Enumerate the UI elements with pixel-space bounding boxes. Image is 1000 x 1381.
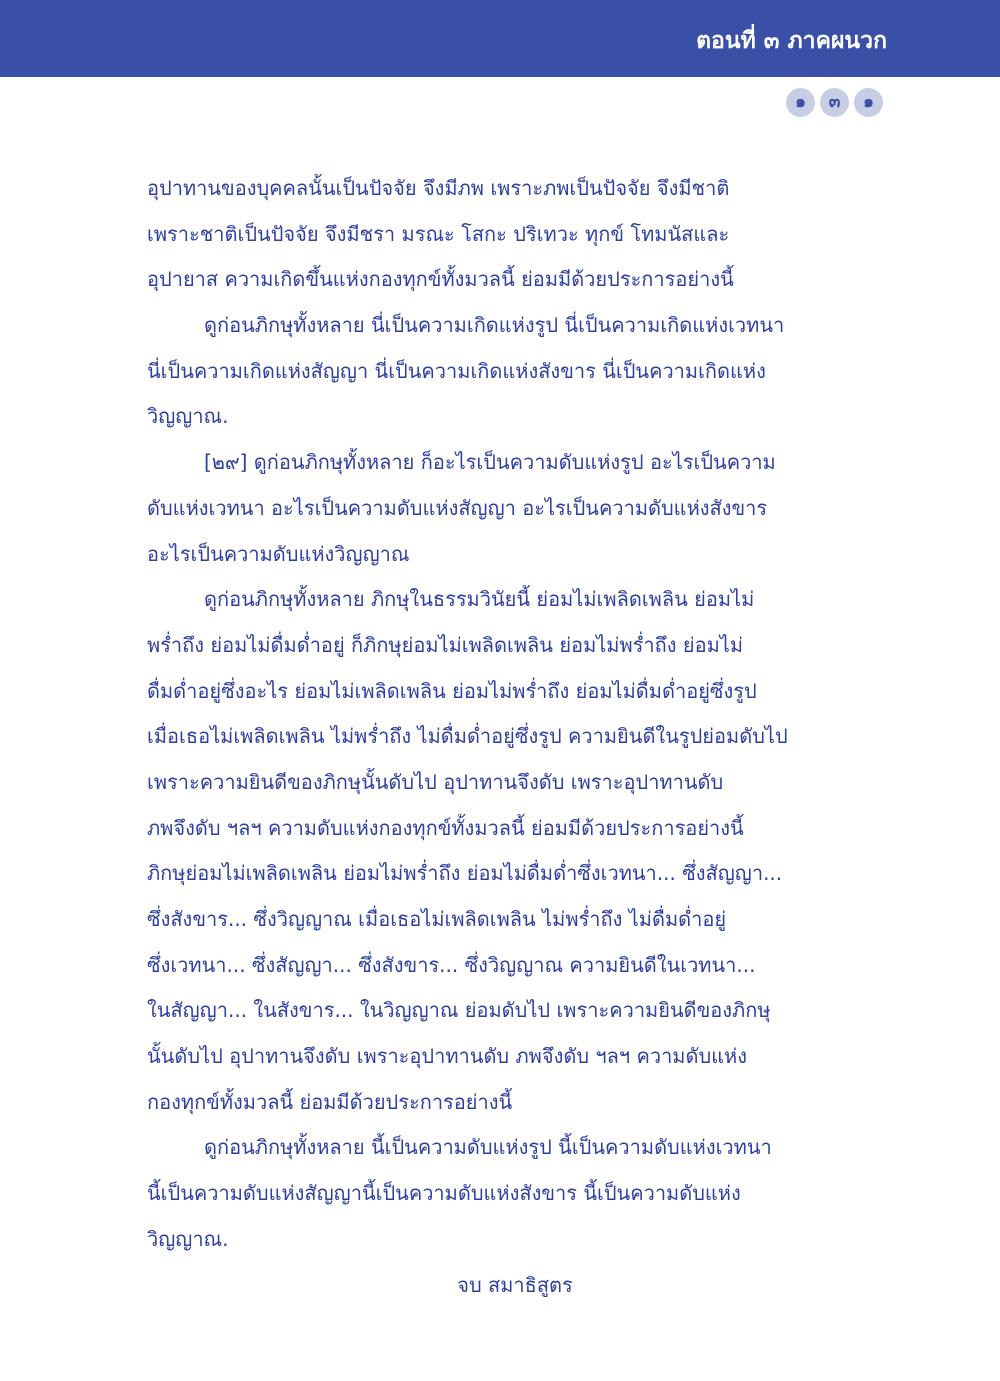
text-line: อุปาทานของบุคคลนั้นเป็นปัจจัย จึงมีภพ เพราะภพเป็นปัจจัย จึงมีชาติ — [147, 176, 730, 200]
body-text — [147, 166, 883, 1308]
text-line: วิญญาณ. — [147, 404, 229, 429]
page-number-digit: ๑ — [786, 88, 815, 117]
text-line: ดื่มด่ำอยู่ซึ่งอะไร ย่อมไม่เพลิดเพลิน ย่อมไม่พร่ำถึง ย่อมไม่ดื่มด่ำอยู่ซึ่งรูป — [147, 678, 757, 703]
text-line: ดูก่อนภิกษุทั้งหลาย นี่เป็นความเกิดแห่งรูป นี่เป็นความเกิดแห่งเวทนา — [204, 313, 785, 338]
page-number-digit: ๑ — [854, 88, 883, 117]
text-line: เพราะชาติเป็นปัจจัย จึงมีชรา มรณะ โสกะ ปริเทวะ ทุกข์ โทมนัสและ — [147, 221, 730, 246]
text-line: ซึ่งเวทนา... ซึ่งสัญญา... ซึ่งสังขาร... ซึ่งวิญญาณ ความยินดีในเวทนา... — [147, 952, 756, 977]
text-line: นี้เป็นความดับแห่งสัญญานี้เป็นความดับแห่งสังขาร นี้เป็นความดับแห่ง — [147, 1181, 741, 1206]
text-line: ดับแห่งเวทนา อะไรเป็นความดับแห่งสัญญา อะไรเป็นความดับแห่งสังขาร — [147, 495, 768, 520]
text-line: ภิกษุย่อมไม่เพลิดเพลิน ย่อมไม่พร่ำถึง ย่อมไม่ดื่มด่ำซึ่งเวทนา... ซึ่งสัญญา... — [147, 861, 783, 886]
text-line: เพราะความยินดีของภิกษุนั้นดับไป อุปาทานจึงดับ เพราะอุปาทานดับ — [147, 769, 724, 794]
text-line: [๒๙] ดูก่อนภิกษุทั้งหลาย ก็อะไรเป็นความดับแห่งรูป อะไรเป็นความ — [204, 450, 776, 475]
text-line: พร่ำถึง ย่อมไม่ดื่มด่ำอยู่ ก็ภิกษุย่อมไม่เพลิดเพลิน ย่อมไม่พร่ำถึง ย่อมไม่ — [147, 632, 744, 657]
text-line: อะไรเป็นความดับแห่งวิญญาณ — [147, 541, 410, 566]
text-line: อุปายาส ความเกิดขึ้นแห่งกองทุกข์ทั้งมวลนี้ ย่อมมีด้วยประการอย่างนี้ — [147, 267, 734, 292]
text-line: วิญญาณ. — [147, 1226, 229, 1251]
page-number — [786, 88, 883, 117]
text-line: ดูก่อนภิกษุทั้งหลาย ภิกษุในธรรมวินัยนี้ ย่อมไม่เพลิดเพลิน ย่อมไม่ — [204, 587, 755, 612]
text-line: นี่เป็นความเกิดแห่งสัญญา นี่เป็นความเกิดแห่งสังขาร นี่เป็นความเกิดแห่ง — [147, 358, 766, 383]
text-line: เมื่อเธอไม่เพลิดเพลิน ไม่พร่ำถึง ไม่ดื่มด่ำอยู่ซึ่งรูป ความยินดีในรูปย่อมดับไป — [147, 724, 788, 749]
header-band — [0, 0, 1000, 77]
text-line: ดูก่อนภิกษุทั้งหลาย นี้เป็นความดับแห่งรูป นี้เป็นความดับแห่งเวทนา — [204, 1135, 772, 1160]
text-line: ภพจึงดับ ฯลฯ ความดับแห่งกองทุกข์ทั้งมวลนี้ ย่อมมีด้วยประการอย่างนี้ — [147, 815, 744, 840]
text-line: ในสัญญา... ในสังขาร... ในวิญญาณ ย่อมดับไป เพราะความยินดีของภิกษุ — [147, 998, 771, 1023]
text-line: กองทุกข์ทั้งมวลนี้ ย่อมมีด้วยประการอย่างนี้ — [147, 1089, 513, 1114]
text-line: นั้นดับไป อุปาทานจึงดับ เพราะอุปาทานดับ ภพจึงดับ ฯลฯ ความดับแห่ง — [147, 1044, 747, 1069]
section-title: ตอนที่ ๓ ภาคผนวก — [696, 28, 887, 54]
closing-line: จบ สมาธิสูตร — [457, 1272, 573, 1297]
page-number-digit: ๓ — [820, 88, 849, 117]
text-line: ซึ่งสังขาร... ซึ่งวิญญาณ เมื่อเธอไม่เพลิดเพลิน ไม่พร่ำถึง ไม่ดื่มด่ำอยู่ — [147, 907, 727, 931]
